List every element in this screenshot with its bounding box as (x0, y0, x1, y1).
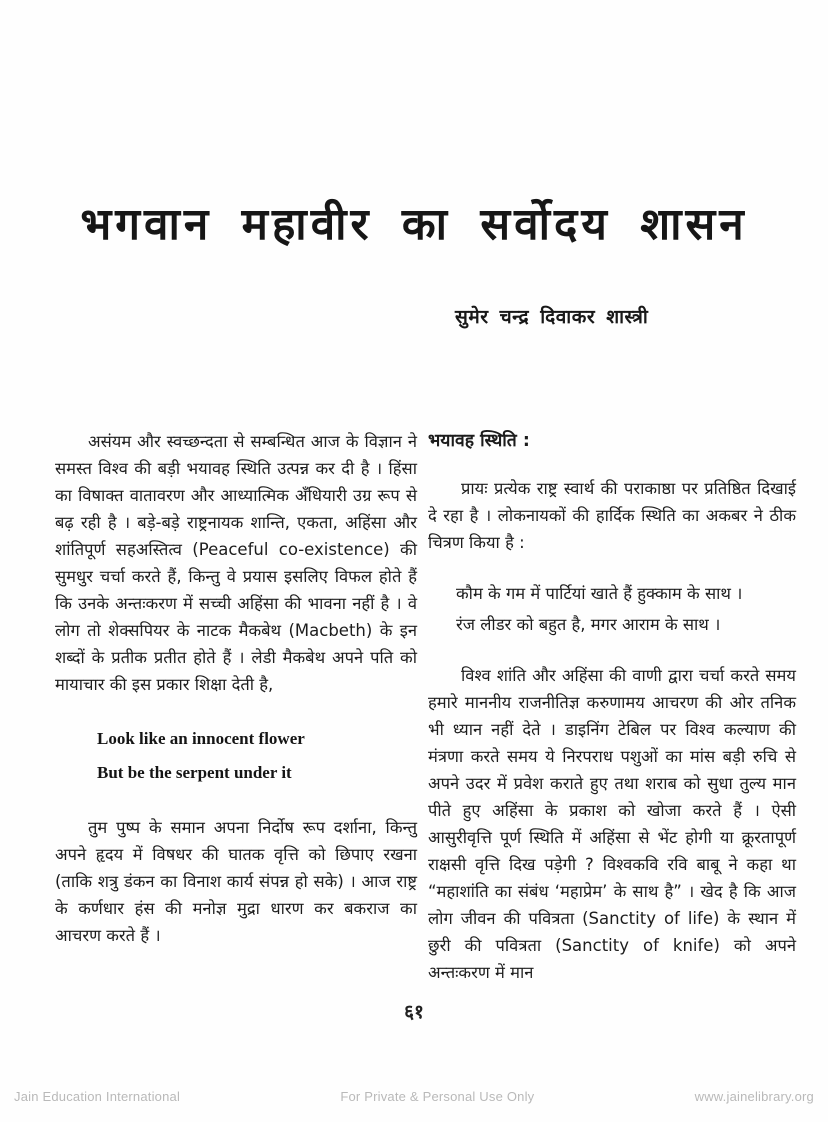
footer-publisher: Jain Education International (14, 1089, 181, 1104)
page-number: ६१ (404, 1001, 424, 1023)
english-quote-block (97, 722, 417, 790)
author-name: सुमेर चन्द्र दिवाकर शास्त्री (455, 306, 649, 328)
couplet-line-2: रंज लीडर को बहुत है, मगर आराम के साथ । (456, 615, 721, 634)
section-heading: भयावह स्थिति : (428, 431, 530, 451)
english-quote-line-1: Look like an innocent flower (97, 729, 305, 748)
paragraph-world-peace: विश्व शांति और अहिंसा की वाणी द्वारा चर्चा करते समय हमारे माननीय राजनीतिज्ञ करुणामय आचरण की ओर तनिक भी ध्यान नहीं देते । डाइनिंग टेबिल पर विश्व कल्याण की मंत्रणा करते समय ये निरपराध पशुओं का मांस बड़ी रुचि से अपने उदर में प्रवेश कराते हुए तथा शराब को सुधा तुल्य मान पीते हुए अहिंसा के प्रकाश को खोजा करते हैं । ऐसी आसुरीवृत्ति पूर्ण स्थिति में अहिंसा से भेंट होगी या क्रूरतापूर्ण राक्षसी वृत्ति दिख पड़ेगी ? विश्वकवि रवि बाबू ने कहा था “महाशांति का संबंध ‘महाप्रेम’ के साथ है” । खेद है कि आज लोग जीवन की पवित्रता (Sanctity of life) के स्थान में छुरी की पवित्रता (Sanctity of knife) को अपने अन्तःकरण में मान (428, 666, 796, 982)
couplet-line-1: कौम के गम में पार्टियां खाते हैं हुक्काम के साथ । (456, 584, 743, 603)
left-text-column (55, 428, 417, 949)
paragraph-situation: प्रायः प्रत्येक राष्ट्र स्वार्थ की पराकाष्ठा पर प्रतिष्ठित दिखाई दे रहा है । लोकनायकों की हार्दिक स्थिति का अकबर ने ठीक चित्रण किया है : (428, 479, 796, 552)
footer-website: www.jainelibrary.org (694, 1089, 814, 1104)
scan-footer (0, 1089, 828, 1104)
article-title: भगवान महावीर का सर्वोदय शासन (80, 199, 748, 250)
paragraph-quote-translation: तुम पुष्प के समान अपना निर्दोष रूप दर्शाना, किन्तु अपने हृदय में विषधर की घातक वृत्ति को छिपाए रखना (ताकि शत्रु डंकन का विनाश कार्य संपन्न हो सके) । आज राष्ट्र के कर्णधार हंस की मनोज्ञ मुद्रा धारण कर बकराज का आचरण करते हैं । (55, 818, 417, 945)
paragraph-intro: असंयम और स्वच्छन्दता से सम्बन्धित आज के विज्ञान ने समस्त विश्व की बड़ी भयावह स्थिति उत्पन्न कर दी है । हिंसा का विषाक्त वातावरण और आध्यात्मिक अँधियारी उग्र रूप से बढ़ रही है । बड़े-बड़े राष्ट्रनायक शान्ति, एकता, अहिंसा और शांतिपूर्ण सहअस्तित्व (Peaceful co-existence) की सुमधुर चर्चा करते हैं, किन्तु वे प्रयास इसलिए विफल होते हैं कि उनके अन्तःकरण में सच्ची अहिंसा की भावना नहीं है । वे लोग तो शेक्सपियर के नाटक मैकबेथ (Macbeth) के इन शब्दों के प्रतीक प्रतीत होते हैं । लेडी मैकबेथ अपने पति को मायाचार की इस प्रकार शिक्षा देती है, (55, 432, 417, 694)
footer-usage-notice: For Private & Personal Use Only (340, 1089, 535, 1104)
right-text-column (428, 428, 796, 986)
english-quote-line-2: But be the serpent under it (97, 763, 292, 782)
hindi-couplet-block (456, 578, 796, 640)
